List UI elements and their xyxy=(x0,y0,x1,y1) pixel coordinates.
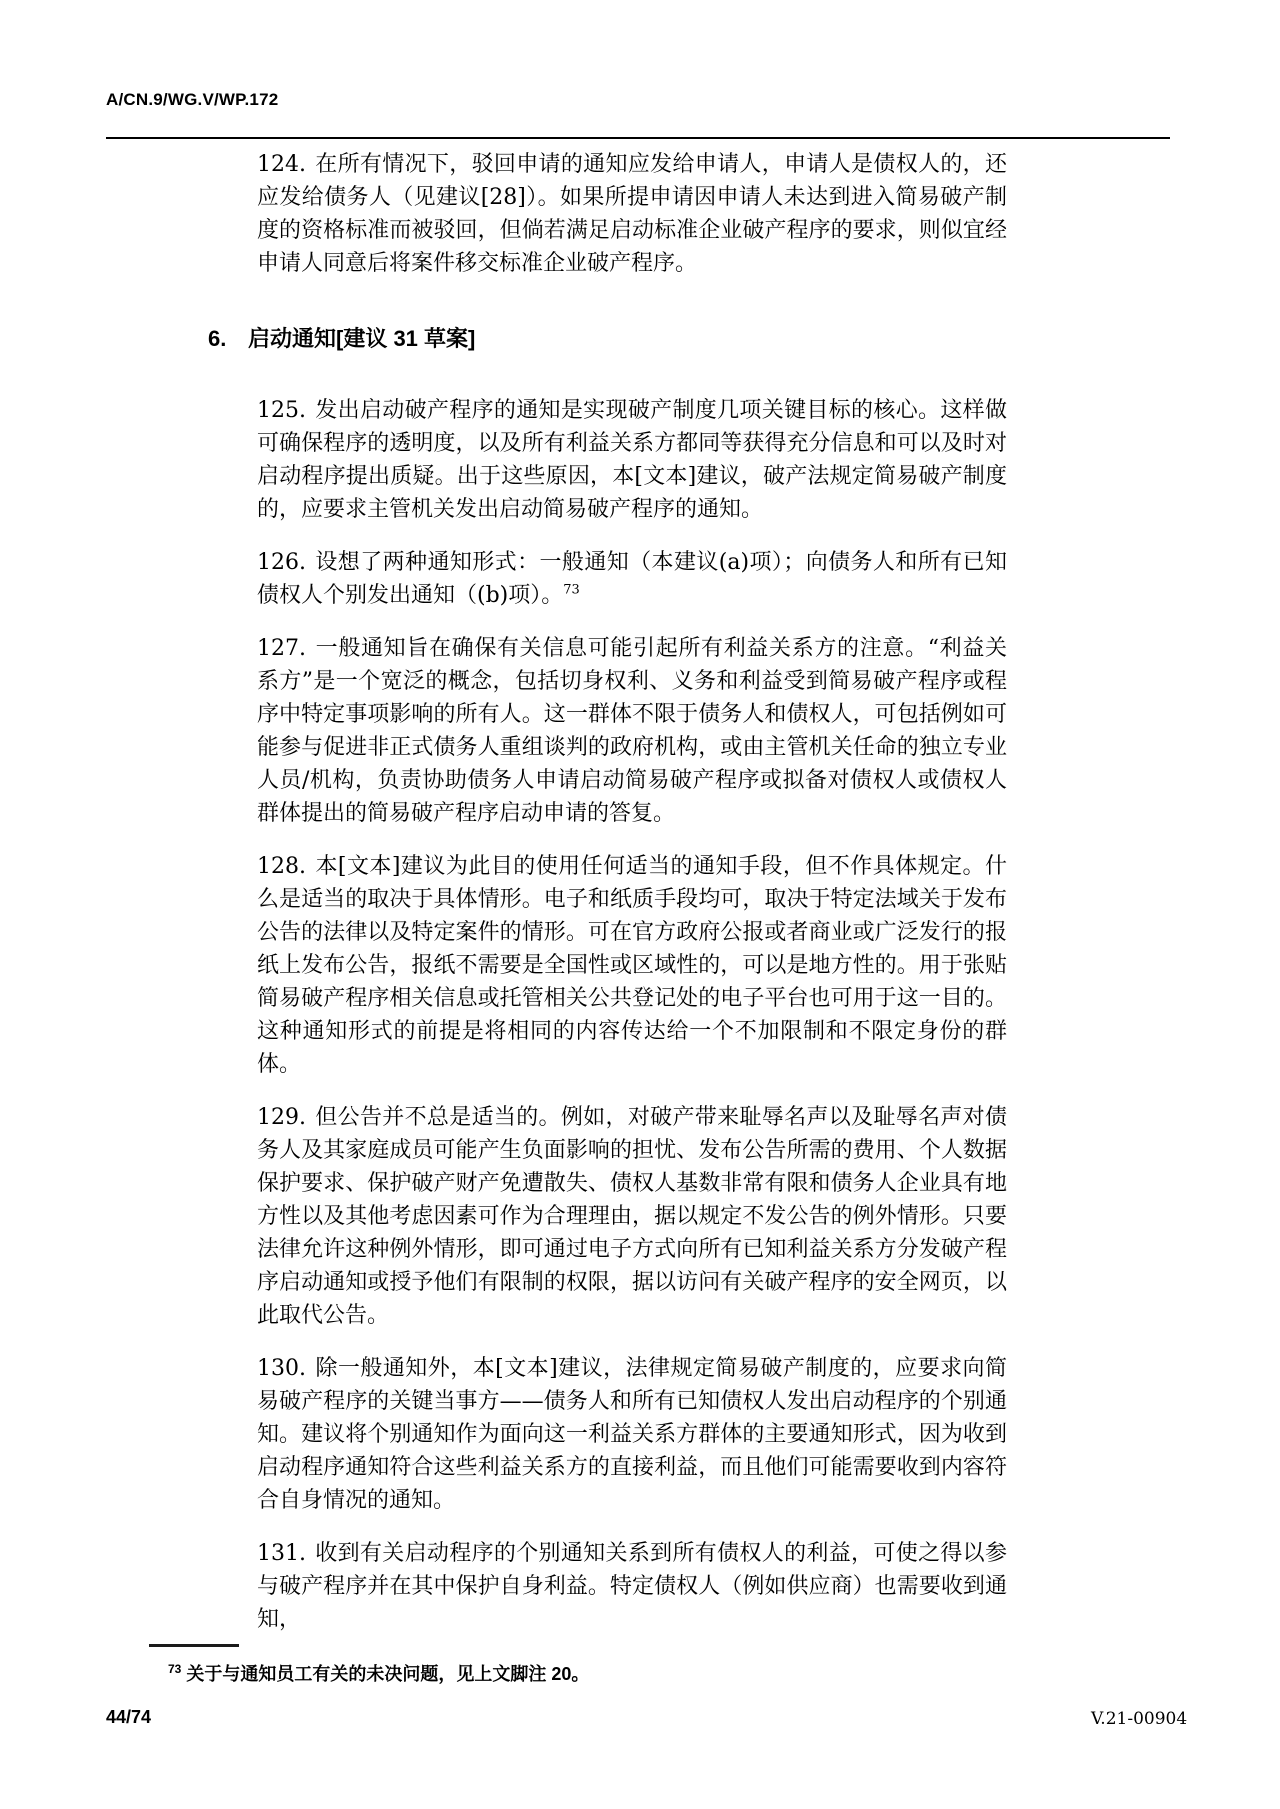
paragraph xyxy=(257,394,1007,526)
document-symbol: A/CN.9/WG.V/WP.172 xyxy=(106,90,279,109)
section-number: 6. xyxy=(208,326,227,351)
paragraph-text: 本[文本]建议为此目的使用任何适当的通知手段，但不作具体规定。什么是适当的取决于具体情形。电子和纸质手段均可，取决于特定法域关于发布公告的法律以及特定案件的情形。可在官方政府公报或者商业或广泛发行的报纸上发布公告，报纸不需要是全国性或区域性的，可以是地方性的。用于张贴简易破产程序相关信息或托管相关公共登记处的电子平台也可用于这一目的。这种通知形式的前提是将相同的内容传达给一个不加限制和不限定身份的群体。 xyxy=(257,854,1007,1077)
footnote-reference: 73 xyxy=(563,582,580,598)
footnote-text: 关于与通知员工有关的未决问题，见上文脚注 20。 xyxy=(186,1664,590,1684)
paragraph-text: 设想了两种通知形式：一般通知（本建议(a)项）；向债务人和所有已知债权人个别发出通知（(b)项）。 xyxy=(257,550,1007,608)
footnote-separator xyxy=(149,1644,239,1647)
paragraph-text: 发出启动破产程序的通知是实现破产制度几项关键目标的核心。这样做可确保程序的透明度，以及所有利益关系方都同等获得充分信息和可以及时对启动程序提出质疑。出于这些原因，本[文本]建议，破产法规定简易破产制度的，应要求主管机关发出启动简易破产程序的通知。 xyxy=(257,398,1007,522)
paragraph-text: 在所有情况下，驳回申请的通知应发给申请人，申请人是债权人的，还应发给债务人（见建议[28]）。如果所提申请因申请人未达到进入简易破产制度的资格标准而被驳回，但倘若满足启动标准企业破产程序的要求，则似宜经申请人同意后将案件移交标准企业破产程序。 xyxy=(257,152,1007,276)
paragraph xyxy=(257,1537,1007,1636)
paragraph-number: 128. xyxy=(257,854,306,879)
section-title: 启动通知[建议 31 草案] xyxy=(248,326,476,351)
footnote xyxy=(168,1656,808,1687)
paragraph xyxy=(257,148,1007,280)
paragraph-text: 收到有关启动程序的个别通知关系到所有债权人的利益，可使之得以参与破产程序并在其中保护自身利益。特定债权人（例如供应商）也需要收到通知， xyxy=(257,1541,1007,1632)
paragraph-number: 124. xyxy=(257,152,306,177)
footnote-marker: 73 xyxy=(168,1662,182,1676)
header-rule xyxy=(106,137,1170,139)
paragraph-number: 129. xyxy=(257,1105,306,1130)
paragraph-number: 127. xyxy=(257,636,306,661)
paragraph-number: 130. xyxy=(257,1356,306,1381)
section-heading xyxy=(208,322,1007,355)
document-body xyxy=(208,148,1007,1656)
document-code: V.21-00904 xyxy=(1091,1709,1188,1729)
paragraph-number: 125. xyxy=(257,398,306,423)
paragraph-number: 126. xyxy=(257,550,306,575)
paragraph xyxy=(257,1352,1007,1517)
paragraph-number: 131. xyxy=(257,1541,306,1566)
paragraph-text: 一般通知旨在确保有关信息可能引起所有利益关系方的注意。“利益关系方”是一个宽泛的概念，包括切身权利、义务和利益受到简易破产程序或程序中特定事项影响的所有人。这一群体不限于债务人和债权人，可包括例如可能参与促进非正式债务人重组谈判的政府机构，或由主管机关任命的独立专业人员/机构，负责协助债务人申请启动简易破产程序或拟备对债权人或债权人群体提出的简易破产程序启动申请的答复。 xyxy=(257,636,1007,826)
page-number: 44/74 xyxy=(106,1707,152,1727)
paragraph-text: 除一般通知外，本[文本]建议，法律规定简易破产制度的，应要求向简易破产程序的关键当事方——债务人和所有已知债权人发出启动程序的个别通知。建议将个别通知作为面向这一利益关系方群体的主要通知形式，因为收到启动程序通知符合这些利益关系方的直接利益，而且他们可能需要收到内容符合自身情况的通知。 xyxy=(257,1356,1007,1513)
paragraph xyxy=(257,546,1007,612)
paragraph-text: 但公告并不总是适当的。例如，对破产带来耻辱名声以及耻辱名声对债务人及其家庭成员可能产生负面影响的担忧、发布公告所需的费用、个人数据保护要求、保护破产财产免遭散失、债权人基数非常有限和债务人企业具有地方性以及其他考虑因素可作为合理理由，据以规定不发公告的例外情形。只要法律允许这种例外情形，即可通过电子方式向所有已知利益关系方分发破产程序启动通知或授予他们有限制的权限，据以访问有关破产程序的安全网页，以此取代公告。 xyxy=(257,1105,1007,1328)
paragraph xyxy=(257,1101,1007,1332)
paragraph xyxy=(257,850,1007,1081)
paragraph xyxy=(257,632,1007,830)
